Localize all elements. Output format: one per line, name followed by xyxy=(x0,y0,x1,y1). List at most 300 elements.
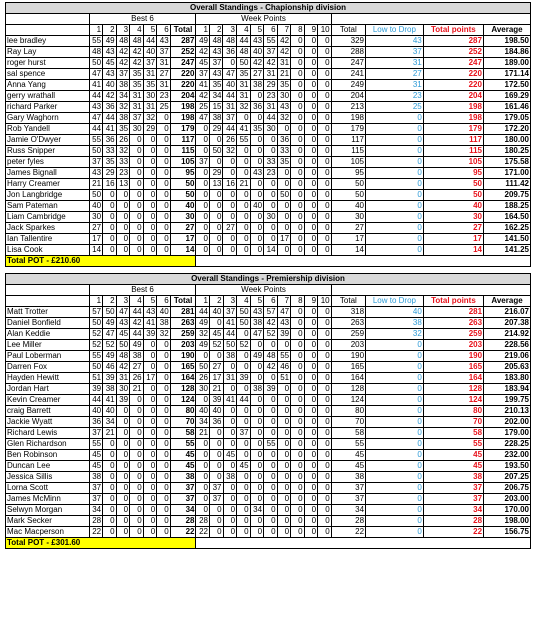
best-score-cell[interactable]: 0 xyxy=(157,428,171,439)
best-score-cell[interactable]: 0 xyxy=(157,384,171,395)
average-cell[interactable]: 179.00 xyxy=(484,428,531,439)
week-score-cell[interactable]: 0 xyxy=(304,516,318,527)
player-name[interactable]: Jamie O'Dwyer xyxy=(6,135,90,146)
week-score-cell[interactable]: 0 xyxy=(264,373,278,384)
week-score-cell[interactable]: 0 xyxy=(196,223,210,234)
best-score-cell[interactable]: 29 xyxy=(103,168,117,179)
week-score-cell[interactable]: 0 xyxy=(223,439,237,450)
best-total-cell[interactable]: 40 xyxy=(170,201,196,212)
week-score-cell[interactable]: 31 xyxy=(237,91,251,102)
best-score-cell[interactable]: 36 xyxy=(89,417,103,428)
week-score-cell[interactable]: 0 xyxy=(237,417,251,428)
week-score-cell[interactable]: 0 xyxy=(277,406,291,417)
week-score-cell[interactable]: 34 xyxy=(196,417,210,428)
week-score-cell[interactable]: 43 xyxy=(250,36,264,47)
best-score-cell[interactable]: 23 xyxy=(116,168,130,179)
week-score-cell[interactable]: 0 xyxy=(318,168,332,179)
week-score-cell[interactable]: 0 xyxy=(291,36,305,47)
best-total-cell[interactable]: 165 xyxy=(170,362,196,373)
week-score-cell[interactable]: 0 xyxy=(223,190,237,201)
week-score-cell[interactable]: 0 xyxy=(210,450,224,461)
week-score-cell[interactable]: 0 xyxy=(277,384,291,395)
week-total-cell[interactable]: 34 xyxy=(331,505,365,516)
best-score-cell[interactable]: 38 xyxy=(157,318,171,329)
low-to-drop-cell[interactable]: 0 xyxy=(366,135,424,146)
week-total-cell[interactable]: 28 xyxy=(331,516,365,527)
total-points-cell[interactable]: 70 xyxy=(423,417,483,428)
best-total-cell[interactable]: 38 xyxy=(170,472,196,483)
week-score-cell[interactable]: 0 xyxy=(209,223,223,234)
best-score-cell[interactable]: 47 xyxy=(103,329,117,340)
best-score-cell[interactable]: 50 xyxy=(89,58,103,69)
total-points-cell[interactable]: 220 xyxy=(423,80,483,91)
best-total-cell[interactable]: 179 xyxy=(170,124,196,135)
best-score-cell[interactable]: 44 xyxy=(89,124,103,135)
player-name[interactable]: James McMinn xyxy=(6,494,90,505)
week-score-cell[interactable]: 37 xyxy=(196,157,210,168)
week-score-cell[interactable]: 49 xyxy=(196,36,210,47)
best-score-cell[interactable]: 0 xyxy=(103,245,117,256)
week-total-cell[interactable]: 329 xyxy=(331,36,365,47)
low-to-drop-cell[interactable]: 25 xyxy=(366,102,424,113)
week-score-cell[interactable]: 0 xyxy=(277,395,291,406)
week-score-cell[interactable]: 0 xyxy=(196,179,210,190)
best-score-cell[interactable]: 52 xyxy=(89,329,103,340)
week-score-cell[interactable]: 0 xyxy=(291,351,305,362)
week-score-cell[interactable]: 0 xyxy=(250,113,264,124)
week-score-cell[interactable]: 0 xyxy=(250,135,264,146)
total-points-cell[interactable]: 203 xyxy=(423,340,483,351)
best-score-cell[interactable]: 0 xyxy=(130,472,144,483)
player-name[interactable]: Sam Pateman xyxy=(6,201,90,212)
player-name[interactable]: Jon Langbridge xyxy=(6,190,90,201)
best-score-cell[interactable]: 0 xyxy=(116,406,130,417)
best-score-cell[interactable]: 0 xyxy=(143,234,157,245)
average-cell[interactable]: 169.29 xyxy=(483,91,530,102)
best-score-cell[interactable]: 0 xyxy=(143,417,157,428)
week-total-cell[interactable]: 117 xyxy=(331,135,365,146)
week-score-cell[interactable]: 0 xyxy=(250,362,264,373)
week-score-cell[interactable]: 39 xyxy=(264,384,278,395)
week-score-cell[interactable]: 40 xyxy=(210,406,224,417)
week-score-cell[interactable]: 33 xyxy=(264,157,278,168)
week-total-cell[interactable]: 45 xyxy=(331,461,365,472)
best-score-cell[interactable]: 21 xyxy=(103,428,117,439)
best-score-cell[interactable]: 0 xyxy=(116,483,130,494)
low-to-drop-cell[interactable]: 0 xyxy=(366,439,424,450)
player-name[interactable]: Ben Robinson xyxy=(6,450,90,461)
best-score-cell[interactable]: 0 xyxy=(157,483,171,494)
average-cell[interactable]: 172.50 xyxy=(483,80,530,91)
best-score-cell[interactable]: 17 xyxy=(143,373,157,384)
best-score-cell[interactable]: 0 xyxy=(143,450,157,461)
week-score-cell[interactable]: 0 xyxy=(318,527,332,538)
best-score-cell[interactable]: 0 xyxy=(143,223,157,234)
best-score-cell[interactable]: 0 xyxy=(143,461,157,472)
best-score-cell[interactable]: 38 xyxy=(116,113,130,124)
week-score-cell[interactable]: 37 xyxy=(210,494,224,505)
week-score-cell[interactable]: 42 xyxy=(196,91,210,102)
average-cell[interactable]: 207.38 xyxy=(484,318,531,329)
week-score-cell[interactable]: 43 xyxy=(277,102,291,113)
best-score-cell[interactable]: 37 xyxy=(89,494,103,505)
week-score-cell[interactable]: 49 xyxy=(196,340,210,351)
player-name[interactable]: Jessica Sillis xyxy=(6,472,90,483)
best-score-cell[interactable]: 0 xyxy=(130,494,144,505)
week-score-cell[interactable]: 37 xyxy=(223,113,237,124)
week-score-cell[interactable]: 30 xyxy=(264,212,278,223)
week-score-cell[interactable]: 21 xyxy=(237,179,251,190)
week-score-cell[interactable]: 39 xyxy=(210,395,224,406)
week-score-cell[interactable]: 36 xyxy=(250,102,264,113)
best-score-cell[interactable]: 34 xyxy=(89,505,103,516)
week-score-cell[interactable]: 21 xyxy=(277,69,291,80)
week-score-cell[interactable]: 38 xyxy=(250,384,264,395)
low-to-drop-cell[interactable]: 0 xyxy=(366,362,424,373)
week-score-cell[interactable]: 0 xyxy=(264,179,278,190)
week-total-cell[interactable]: 263 xyxy=(331,318,365,329)
week-score-cell[interactable]: 0 xyxy=(250,157,264,168)
best-score-cell[interactable]: 0 xyxy=(157,168,171,179)
week-score-cell[interactable]: 35 xyxy=(277,157,291,168)
week-score-cell[interactable]: 0 xyxy=(209,212,223,223)
week-score-cell[interactable]: 0 xyxy=(304,395,318,406)
best-score-cell[interactable]: 30 xyxy=(89,212,103,223)
best-score-cell[interactable]: 0 xyxy=(103,461,117,472)
best-score-cell[interactable]: 31 xyxy=(116,373,130,384)
week-score-cell[interactable]: 0 xyxy=(291,417,305,428)
week-score-cell[interactable]: 0 xyxy=(318,461,332,472)
week-score-cell[interactable]: 0 xyxy=(291,47,305,58)
week-score-cell[interactable]: 0 xyxy=(318,307,332,318)
average-cell[interactable]: 232.00 xyxy=(484,450,531,461)
week-score-cell[interactable]: 0 xyxy=(304,102,318,113)
best-score-cell[interactable]: 40 xyxy=(103,406,117,417)
week-score-cell[interactable]: 0 xyxy=(291,307,305,318)
week-score-cell[interactable]: 0 xyxy=(237,516,251,527)
average-cell[interactable]: 207.25 xyxy=(484,472,531,483)
week-score-cell[interactable]: 0 xyxy=(250,190,264,201)
week-score-cell[interactable]: 0 xyxy=(318,395,332,406)
week-score-cell[interactable]: 0 xyxy=(318,36,332,47)
best-total-cell[interactable]: 55 xyxy=(170,439,196,450)
average-cell[interactable]: 214.92 xyxy=(484,329,531,340)
week-score-cell[interactable]: 0 xyxy=(237,494,251,505)
total-points-cell[interactable]: 117 xyxy=(423,135,483,146)
best-score-cell[interactable]: 0 xyxy=(116,234,130,245)
week-score-cell[interactable]: 0 xyxy=(223,58,237,69)
week-score-cell[interactable]: 44 xyxy=(223,91,237,102)
week-score-cell[interactable]: 0 xyxy=(264,223,278,234)
week-score-cell[interactable]: 0 xyxy=(264,494,278,505)
week-total-cell[interactable]: 55 xyxy=(331,439,365,450)
week-score-cell[interactable]: 0 xyxy=(318,69,332,80)
player-name[interactable]: James Bignall xyxy=(6,168,90,179)
low-to-drop-cell[interactable]: 31 xyxy=(366,58,424,69)
week-score-cell[interactable]: 0 xyxy=(237,406,251,417)
week-total-cell[interactable]: 40 xyxy=(331,201,365,212)
best-score-cell[interactable]: 43 xyxy=(116,318,130,329)
week-score-cell[interactable]: 0 xyxy=(304,58,318,69)
week-total-cell[interactable]: 318 xyxy=(331,307,365,318)
week-score-cell[interactable]: 40 xyxy=(196,406,210,417)
best-score-cell[interactable]: 42 xyxy=(130,47,144,58)
week-score-cell[interactable]: 36 xyxy=(277,135,291,146)
week-score-cell[interactable]: 0 xyxy=(237,439,251,450)
week-score-cell[interactable]: 0 xyxy=(277,450,291,461)
player-name[interactable]: roger hurst xyxy=(6,58,90,69)
total-points-cell[interactable]: 17 xyxy=(423,234,483,245)
best-score-cell[interactable]: 45 xyxy=(89,461,103,472)
week-score-cell[interactable]: 0 xyxy=(304,245,318,256)
week-score-cell[interactable]: 31 xyxy=(237,80,251,91)
best-score-cell[interactable]: 0 xyxy=(143,384,157,395)
best-score-cell[interactable]: 42 xyxy=(130,58,144,69)
week-score-cell[interactable]: 0 xyxy=(304,362,318,373)
total-points-cell[interactable]: 115 xyxy=(423,146,483,157)
week-score-cell[interactable]: 49 xyxy=(196,318,210,329)
week-score-cell[interactable]: 36 xyxy=(223,47,237,58)
week-score-cell[interactable]: 0 xyxy=(318,329,332,340)
week-score-cell[interactable]: 0 xyxy=(264,340,278,351)
week-score-cell[interactable]: 0 xyxy=(291,80,305,91)
low-to-drop-cell[interactable]: 23 xyxy=(366,91,424,102)
best-score-cell[interactable]: 0 xyxy=(103,494,117,505)
low-to-drop-cell[interactable]: 0 xyxy=(366,245,424,256)
best-score-cell[interactable]: 0 xyxy=(130,417,144,428)
player-name[interactable]: Anna Yang xyxy=(6,80,90,91)
best-score-cell[interactable]: 0 xyxy=(157,450,171,461)
week-score-cell[interactable]: 39 xyxy=(277,329,291,340)
best-score-cell[interactable]: 0 xyxy=(157,179,171,190)
best-score-cell[interactable]: 0 xyxy=(143,406,157,417)
week-score-cell[interactable]: 0 xyxy=(277,201,291,212)
best-score-cell[interactable]: 0 xyxy=(143,527,157,538)
player-name[interactable]: Glen Richardson xyxy=(6,439,90,450)
week-score-cell[interactable]: 0 xyxy=(223,417,237,428)
week-score-cell[interactable]: 0 xyxy=(223,516,237,527)
week-score-cell[interactable]: 0 xyxy=(209,201,223,212)
best-score-cell[interactable]: 0 xyxy=(130,245,144,256)
best-score-cell[interactable]: 27 xyxy=(89,223,103,234)
week-score-cell[interactable]: 38 xyxy=(209,113,223,124)
total-points-cell[interactable]: 22 xyxy=(423,527,483,538)
week-score-cell[interactable]: 26 xyxy=(196,373,210,384)
best-score-cell[interactable]: 0 xyxy=(157,362,171,373)
average-cell[interactable]: 162.25 xyxy=(483,223,530,234)
best-score-cell[interactable]: 0 xyxy=(143,135,157,146)
best-score-cell[interactable]: 0 xyxy=(143,483,157,494)
week-score-cell[interactable]: 28 xyxy=(196,516,210,527)
week-score-cell[interactable]: 0 xyxy=(318,318,332,329)
week-score-cell[interactable]: 0 xyxy=(304,179,318,190)
week-score-cell[interactable]: 45 xyxy=(210,329,224,340)
week-score-cell[interactable]: 0 xyxy=(250,406,264,417)
week-score-cell[interactable]: 0 xyxy=(318,494,332,505)
week-total-cell[interactable]: 198 xyxy=(331,113,365,124)
week-score-cell[interactable]: 57 xyxy=(264,307,278,318)
average-cell[interactable]: 180.25 xyxy=(483,146,530,157)
week-score-cell[interactable]: 0 xyxy=(264,483,278,494)
week-score-cell[interactable]: 0 xyxy=(318,439,332,450)
best-score-cell[interactable]: 57 xyxy=(89,307,103,318)
best-score-cell[interactable]: 0 xyxy=(116,527,130,538)
player-name[interactable]: Gary Waghorn xyxy=(6,113,90,124)
week-score-cell[interactable]: 14 xyxy=(264,245,278,256)
best-score-cell[interactable]: 37 xyxy=(130,113,144,124)
best-score-cell[interactable]: 0 xyxy=(130,505,144,516)
week-score-cell[interactable]: 29 xyxy=(209,124,223,135)
week-score-cell[interactable]: 0 xyxy=(318,47,332,58)
average-cell[interactable]: 171.14 xyxy=(483,69,530,80)
week-score-cell[interactable]: 50 xyxy=(223,340,237,351)
best-score-cell[interactable]: 37 xyxy=(143,58,157,69)
week-score-cell[interactable]: 0 xyxy=(264,190,278,201)
best-score-cell[interactable]: 0 xyxy=(103,516,117,527)
best-score-cell[interactable]: 0 xyxy=(130,146,144,157)
week-score-cell[interactable]: 0 xyxy=(318,340,332,351)
best-score-cell[interactable]: 0 xyxy=(143,505,157,516)
average-cell[interactable]: 171.00 xyxy=(483,168,530,179)
week-score-cell[interactable]: 0 xyxy=(318,516,332,527)
average-cell[interactable]: 203.00 xyxy=(484,494,531,505)
average-cell[interactable]: 216.07 xyxy=(484,307,531,318)
week-total-cell[interactable]: 115 xyxy=(331,146,365,157)
week-score-cell[interactable]: 0 xyxy=(250,516,264,527)
week-score-cell[interactable]: 52 xyxy=(237,340,251,351)
week-score-cell[interactable]: 0 xyxy=(318,212,332,223)
low-to-drop-cell[interactable]: 0 xyxy=(366,201,424,212)
best-score-cell[interactable]: 44 xyxy=(103,113,117,124)
week-score-cell[interactable]: 32 xyxy=(223,146,237,157)
week-score-cell[interactable]: 0 xyxy=(277,340,291,351)
week-score-cell[interactable]: 30 xyxy=(277,91,291,102)
player-name[interactable]: Darren Fox xyxy=(6,362,90,373)
best-total-cell[interactable]: 203 xyxy=(170,340,196,351)
week-score-cell[interactable]: 0 xyxy=(210,428,224,439)
week-score-cell[interactable]: 0 xyxy=(237,168,251,179)
total-points-cell[interactable]: 259 xyxy=(423,329,483,340)
week-score-cell[interactable]: 0 xyxy=(318,234,332,245)
best-score-cell[interactable]: 47 xyxy=(89,69,103,80)
best-score-cell[interactable]: 0 xyxy=(130,201,144,212)
best-score-cell[interactable]: 0 xyxy=(157,527,171,538)
week-score-cell[interactable]: 42 xyxy=(277,36,291,47)
player-name[interactable]: Matt Trotter xyxy=(6,307,90,318)
best-total-cell[interactable]: 263 xyxy=(170,318,196,329)
low-to-drop-cell[interactable]: 37 xyxy=(366,47,424,58)
best-score-cell[interactable]: 0 xyxy=(157,406,171,417)
week-score-cell[interactable]: 47 xyxy=(223,69,237,80)
week-score-cell[interactable]: 0 xyxy=(250,527,264,538)
average-cell[interactable]: 141.50 xyxy=(483,234,530,245)
best-score-cell[interactable]: 43 xyxy=(89,168,103,179)
best-score-cell[interactable]: 0 xyxy=(157,373,171,384)
best-score-cell[interactable]: 0 xyxy=(103,527,117,538)
week-score-cell[interactable]: 0 xyxy=(291,124,305,135)
best-score-cell[interactable]: 42 xyxy=(103,91,117,102)
best-score-cell[interactable]: 0 xyxy=(116,212,130,223)
week-score-cell[interactable]: 0 xyxy=(304,146,318,157)
week-score-cell[interactable]: 0 xyxy=(304,69,318,80)
week-score-cell[interactable]: 42 xyxy=(196,47,210,58)
best-total-cell[interactable]: 45 xyxy=(170,461,196,472)
total-points-cell[interactable]: 38 xyxy=(423,472,483,483)
best-score-cell[interactable]: 0 xyxy=(157,234,171,245)
week-total-cell[interactable]: 37 xyxy=(331,494,365,505)
player-name[interactable]: Russ Snipper xyxy=(6,146,90,157)
best-score-cell[interactable]: 49 xyxy=(103,36,117,47)
week-score-cell[interactable]: 0 xyxy=(250,439,264,450)
week-score-cell[interactable]: 0 xyxy=(196,124,210,135)
week-score-cell[interactable]: 0 xyxy=(318,373,332,384)
best-score-cell[interactable]: 47 xyxy=(116,307,130,318)
week-score-cell[interactable]: 0 xyxy=(318,362,332,373)
low-to-drop-cell[interactable]: 0 xyxy=(366,527,424,538)
player-name[interactable]: Selwyn Morgan xyxy=(6,505,90,516)
best-score-cell[interactable]: 0 xyxy=(157,223,171,234)
total-points-cell[interactable]: 252 xyxy=(423,47,483,58)
week-score-cell[interactable]: 17 xyxy=(277,234,291,245)
week-total-cell[interactable]: 58 xyxy=(331,428,365,439)
week-score-cell[interactable]: 48 xyxy=(209,36,223,47)
week-score-cell[interactable]: 0 xyxy=(318,80,332,91)
best-score-cell[interactable]: 41 xyxy=(89,80,103,91)
best-score-cell[interactable]: 32 xyxy=(116,146,130,157)
average-cell[interactable]: 184.86 xyxy=(483,47,530,58)
week-score-cell[interactable]: 35 xyxy=(277,80,291,91)
best-score-cell[interactable]: 0 xyxy=(103,190,117,201)
best-total-cell[interactable]: 50 xyxy=(170,190,196,201)
best-score-cell[interactable]: 0 xyxy=(103,472,117,483)
week-score-cell[interactable]: 0 xyxy=(264,234,278,245)
best-score-cell[interactable]: 0 xyxy=(130,157,144,168)
week-score-cell[interactable]: 0 xyxy=(196,494,210,505)
total-points-cell[interactable]: 45 xyxy=(423,450,483,461)
week-score-cell[interactable]: 0 xyxy=(291,494,305,505)
week-score-cell[interactable]: 0 xyxy=(304,124,318,135)
best-score-cell[interactable]: 0 xyxy=(143,190,157,201)
week-score-cell[interactable]: 0 xyxy=(196,450,210,461)
best-score-cell[interactable]: 0 xyxy=(116,190,130,201)
week-score-cell[interactable]: 27 xyxy=(223,223,237,234)
best-score-cell[interactable]: 39 xyxy=(103,373,117,384)
week-score-cell[interactable]: 0 xyxy=(277,124,291,135)
week-score-cell[interactable]: 0 xyxy=(304,527,318,538)
week-total-cell[interactable]: 213 xyxy=(331,102,365,113)
week-score-cell[interactable]: 0 xyxy=(237,146,251,157)
best-total-cell[interactable]: 95 xyxy=(170,168,196,179)
best-score-cell[interactable]: 0 xyxy=(103,212,117,223)
week-total-cell[interactable]: 190 xyxy=(331,351,365,362)
best-score-cell[interactable]: 45 xyxy=(103,58,117,69)
week-total-cell[interactable]: 37 xyxy=(331,483,365,494)
best-total-cell[interactable]: 259 xyxy=(170,329,196,340)
week-score-cell[interactable]: 50 xyxy=(237,318,251,329)
best-score-cell[interactable]: 0 xyxy=(143,362,157,373)
best-score-cell[interactable]: 36 xyxy=(103,102,117,113)
total-points-cell[interactable]: 198 xyxy=(423,102,483,113)
best-score-cell[interactable]: 29 xyxy=(143,124,157,135)
week-score-cell[interactable]: 0 xyxy=(318,190,332,201)
average-cell[interactable]: 183.94 xyxy=(484,384,531,395)
week-score-cell[interactable]: 0 xyxy=(318,428,332,439)
week-score-cell[interactable]: 0 xyxy=(250,373,264,384)
best-score-cell[interactable]: 35 xyxy=(130,69,144,80)
best-score-cell[interactable]: 42 xyxy=(116,58,130,69)
week-score-cell[interactable]: 0 xyxy=(291,58,305,69)
week-total-cell[interactable]: 247 xyxy=(331,58,365,69)
